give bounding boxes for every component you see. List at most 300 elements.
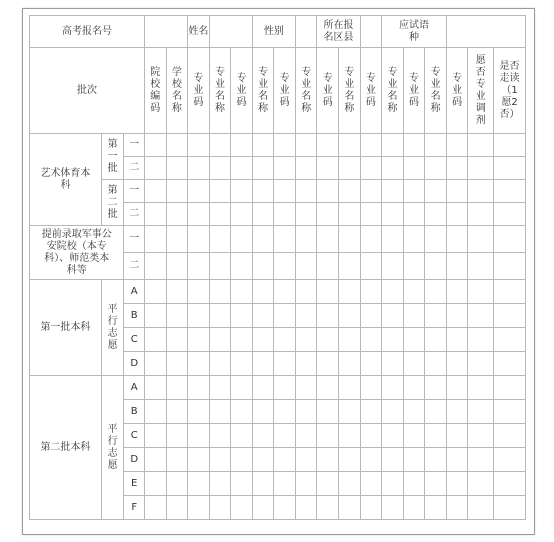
entry-cell[interactable] xyxy=(209,226,231,253)
entry-cell[interactable] xyxy=(360,352,382,376)
entry-cell[interactable] xyxy=(494,400,526,424)
entry-cell[interactable] xyxy=(468,352,494,376)
entry-cell[interactable] xyxy=(468,180,494,203)
entry-cell[interactable] xyxy=(494,376,526,400)
entry-cell[interactable] xyxy=(360,424,382,448)
entry-cell[interactable] xyxy=(360,496,382,520)
entry-cell[interactable] xyxy=(188,157,210,180)
entry-cell[interactable] xyxy=(231,157,253,180)
entry-cell[interactable] xyxy=(425,203,447,226)
entry-cell[interactable] xyxy=(403,448,425,472)
entry-cell[interactable] xyxy=(188,472,210,496)
entry-cell[interactable] xyxy=(317,226,339,253)
entry-cell[interactable] xyxy=(425,157,447,180)
entry-cell[interactable] xyxy=(231,448,253,472)
entry-cell[interactable] xyxy=(231,424,253,448)
entry-cell[interactable] xyxy=(144,424,166,448)
entry-cell[interactable] xyxy=(144,448,166,472)
entry-cell[interactable] xyxy=(188,352,210,376)
entry-cell[interactable] xyxy=(166,472,188,496)
entry-cell[interactable] xyxy=(317,400,339,424)
entry-cell[interactable] xyxy=(360,226,382,253)
entry-cell[interactable] xyxy=(209,253,231,280)
entry-cell[interactable] xyxy=(425,400,447,424)
entry-cell[interactable] xyxy=(295,328,317,352)
entry-cell[interactable] xyxy=(209,180,231,203)
exam-number-input[interactable] xyxy=(144,16,187,48)
entry-cell[interactable] xyxy=(166,424,188,448)
entry-cell[interactable] xyxy=(166,280,188,304)
entry-cell[interactable] xyxy=(188,496,210,520)
entry-cell[interactable] xyxy=(274,400,296,424)
entry-cell[interactable] xyxy=(188,424,210,448)
entry-cell[interactable] xyxy=(188,400,210,424)
entry-cell[interactable] xyxy=(382,157,404,180)
entry-cell[interactable] xyxy=(446,448,468,472)
entry-cell[interactable] xyxy=(252,157,274,180)
entry-cell[interactable] xyxy=(231,472,253,496)
entry-cell[interactable] xyxy=(494,180,526,203)
entry-cell[interactable] xyxy=(360,280,382,304)
art-batch2-label: 第二批 xyxy=(101,180,124,226)
entry-cell[interactable] xyxy=(295,180,317,203)
entry-cell[interactable] xyxy=(209,134,231,157)
entry-cell[interactable] xyxy=(317,496,339,520)
entry-cell[interactable] xyxy=(144,328,166,352)
entry-cell[interactable] xyxy=(252,134,274,157)
entry-cell[interactable] xyxy=(274,352,296,376)
entry-cell[interactable] xyxy=(252,448,274,472)
entry-cell[interactable] xyxy=(425,253,447,280)
entry-cell[interactable] xyxy=(144,472,166,496)
entry-cell[interactable] xyxy=(209,352,231,376)
entry-cell[interactable] xyxy=(252,352,274,376)
entry-cell[interactable] xyxy=(360,253,382,280)
col-header: 专业名称 xyxy=(339,48,361,134)
entry-cell[interactable] xyxy=(403,226,425,253)
entry-cell[interactable] xyxy=(360,134,382,157)
entry-cell[interactable] xyxy=(252,496,274,520)
entry-cell[interactable] xyxy=(166,352,188,376)
entry-cell[interactable] xyxy=(317,134,339,157)
entry-cell[interactable] xyxy=(425,496,447,520)
entry-cell[interactable] xyxy=(144,134,166,157)
entry-cell[interactable] xyxy=(468,226,494,253)
entry-cell[interactable] xyxy=(339,280,361,304)
entry-cell[interactable] xyxy=(494,304,526,328)
entry-cell[interactable] xyxy=(166,328,188,352)
col-header: 专业名称 xyxy=(295,48,317,134)
entry-cell[interactable] xyxy=(339,226,361,253)
entry-cell[interactable] xyxy=(494,424,526,448)
entry-cell[interactable] xyxy=(166,134,188,157)
entry-cell[interactable] xyxy=(209,472,231,496)
entry-cell[interactable] xyxy=(446,180,468,203)
entry-cell[interactable] xyxy=(144,226,166,253)
col-header: 愿否专业调剂 xyxy=(468,48,494,134)
entry-cell[interactable] xyxy=(166,157,188,180)
entry-cell[interactable] xyxy=(188,328,210,352)
entry-cell[interactable] xyxy=(403,472,425,496)
entry-cell[interactable] xyxy=(382,134,404,157)
entry-cell[interactable] xyxy=(231,253,253,280)
entry-cell[interactable] xyxy=(425,472,447,496)
entry-cell[interactable] xyxy=(382,376,404,400)
entry-cell[interactable] xyxy=(274,134,296,157)
entry-cell[interactable] xyxy=(360,328,382,352)
entry-cell[interactable] xyxy=(209,496,231,520)
entry-cell[interactable] xyxy=(446,203,468,226)
entry-cell[interactable] xyxy=(317,328,339,352)
entry-cell[interactable] xyxy=(339,472,361,496)
entry-cell[interactable] xyxy=(446,157,468,180)
row-label: B xyxy=(124,304,145,328)
entry-cell[interactable] xyxy=(274,226,296,253)
entry-cell[interactable] xyxy=(339,304,361,328)
entry-cell[interactable] xyxy=(494,328,526,352)
entry-cell[interactable] xyxy=(382,226,404,253)
entry-cell[interactable] xyxy=(188,203,210,226)
entry-cell[interactable] xyxy=(382,448,404,472)
entry-cell[interactable] xyxy=(231,226,253,253)
entry-cell[interactable] xyxy=(339,352,361,376)
row-label: 二 xyxy=(124,203,145,226)
entry-cell[interactable] xyxy=(274,328,296,352)
col-header: 专业码 xyxy=(317,48,339,134)
entry-cell[interactable] xyxy=(274,424,296,448)
entry-cell[interactable] xyxy=(274,203,296,226)
entry-cell[interactable] xyxy=(252,253,274,280)
second-parallel-label: 平行志愿 xyxy=(101,376,124,520)
entry-cell[interactable] xyxy=(382,328,404,352)
entry-cell[interactable] xyxy=(252,424,274,448)
entry-cell[interactable] xyxy=(339,496,361,520)
entry-cell[interactable] xyxy=(403,496,425,520)
entry-cell[interactable] xyxy=(382,400,404,424)
entry-cell[interactable] xyxy=(317,424,339,448)
entry-cell[interactable] xyxy=(209,448,231,472)
entry-cell[interactable] xyxy=(166,400,188,424)
entry-cell[interactable] xyxy=(382,180,404,203)
entry-cell[interactable] xyxy=(188,304,210,328)
entry-cell[interactable] xyxy=(494,157,526,180)
entry-cell[interactable] xyxy=(446,496,468,520)
entry-cell[interactable] xyxy=(274,180,296,203)
entry-cell[interactable] xyxy=(468,496,494,520)
row-label: 一 xyxy=(124,226,145,253)
entry-cell[interactable] xyxy=(339,253,361,280)
entry-cell[interactable] xyxy=(188,180,210,203)
entry-cell[interactable] xyxy=(317,304,339,328)
entry-cell[interactable] xyxy=(468,472,494,496)
entry-cell[interactable] xyxy=(360,304,382,328)
entry-cell[interactable] xyxy=(446,472,468,496)
entry-cell[interactable] xyxy=(468,304,494,328)
entry-cell[interactable] xyxy=(166,304,188,328)
entry-cell[interactable] xyxy=(339,134,361,157)
entry-cell[interactable] xyxy=(403,157,425,180)
entry-cell[interactable] xyxy=(209,304,231,328)
entry-cell[interactable] xyxy=(425,226,447,253)
entry-cell[interactable] xyxy=(144,253,166,280)
entry-cell[interactable] xyxy=(144,180,166,203)
entry-cell[interactable] xyxy=(339,376,361,400)
entry-cell[interactable] xyxy=(188,448,210,472)
row-label: A xyxy=(124,280,145,304)
entry-cell[interactable] xyxy=(252,280,274,304)
entry-cell[interactable] xyxy=(295,352,317,376)
entry-cell[interactable] xyxy=(468,134,494,157)
entry-cell[interactable] xyxy=(403,400,425,424)
entry-cell[interactable] xyxy=(231,134,253,157)
entry-cell[interactable] xyxy=(494,226,526,253)
entry-cell[interactable] xyxy=(231,304,253,328)
entry-cell[interactable] xyxy=(468,328,494,352)
entry-cell[interactable] xyxy=(446,400,468,424)
entry-cell[interactable] xyxy=(468,157,494,180)
entry-cell[interactable] xyxy=(382,203,404,226)
entry-cell[interactable] xyxy=(360,400,382,424)
entry-cell[interactable] xyxy=(403,253,425,280)
entry-cell[interactable] xyxy=(144,203,166,226)
entry-cell[interactable] xyxy=(274,448,296,472)
entry-cell[interactable] xyxy=(425,352,447,376)
entry-cell[interactable] xyxy=(252,472,274,496)
entry-cell[interactable] xyxy=(317,157,339,180)
entry-cell[interactable] xyxy=(166,226,188,253)
entry-cell[interactable] xyxy=(403,424,425,448)
entry-cell[interactable] xyxy=(188,226,210,253)
entry-cell[interactable] xyxy=(446,424,468,448)
entry-cell[interactable] xyxy=(231,203,253,226)
entry-cell[interactable] xyxy=(425,376,447,400)
entry-cell[interactable] xyxy=(252,203,274,226)
entry-cell[interactable] xyxy=(317,376,339,400)
entry-cell[interactable] xyxy=(494,352,526,376)
entry-cell[interactable] xyxy=(468,203,494,226)
entry-cell[interactable] xyxy=(144,400,166,424)
entry-cell[interactable] xyxy=(403,134,425,157)
entry-cell[interactable] xyxy=(166,203,188,226)
entry-cell[interactable] xyxy=(144,496,166,520)
entry-cell[interactable] xyxy=(494,472,526,496)
entry-cell[interactable] xyxy=(339,157,361,180)
entry-cell[interactable] xyxy=(425,180,447,203)
entry-cell[interactable] xyxy=(339,448,361,472)
entry-cell[interactable] xyxy=(295,203,317,226)
gender-label: 性别 xyxy=(252,16,295,48)
entry-cell[interactable] xyxy=(382,304,404,328)
entry-cell[interactable] xyxy=(468,253,494,280)
row-label: E xyxy=(124,472,145,496)
entry-cell[interactable] xyxy=(494,448,526,472)
entry-cell[interactable] xyxy=(144,280,166,304)
entry-cell[interactable] xyxy=(274,280,296,304)
language-input[interactable] xyxy=(446,16,525,48)
entry-cell[interactable] xyxy=(188,280,210,304)
entry-cell[interactable] xyxy=(360,157,382,180)
entry-cell[interactable] xyxy=(494,253,526,280)
entry-cell[interactable] xyxy=(209,400,231,424)
district-input[interactable] xyxy=(360,16,382,48)
entry-cell[interactable] xyxy=(252,226,274,253)
entry-cell[interactable] xyxy=(468,280,494,304)
row-label: B xyxy=(124,400,145,424)
entry-cell[interactable] xyxy=(360,472,382,496)
entry-cell[interactable] xyxy=(209,280,231,304)
entry-cell[interactable] xyxy=(144,304,166,328)
entry-cell[interactable] xyxy=(209,203,231,226)
entry-cell[interactable] xyxy=(317,280,339,304)
entry-cell[interactable] xyxy=(188,134,210,157)
entry-cell[interactable] xyxy=(494,280,526,304)
entry-cell[interactable] xyxy=(209,328,231,352)
col-header: 专业名称 xyxy=(382,48,404,134)
entry-cell[interactable] xyxy=(339,180,361,203)
name-input[interactable] xyxy=(209,16,252,48)
entry-cell[interactable] xyxy=(231,376,253,400)
entry-cell[interactable] xyxy=(231,352,253,376)
entry-cell[interactable] xyxy=(317,448,339,472)
entry-cell[interactable] xyxy=(295,157,317,180)
row-label: F xyxy=(124,496,145,520)
entry-cell[interactable] xyxy=(403,352,425,376)
entry-cell[interactable] xyxy=(166,496,188,520)
entry-cell[interactable] xyxy=(382,253,404,280)
entry-cell[interactable] xyxy=(317,253,339,280)
entry-cell[interactable] xyxy=(382,352,404,376)
entry-cell[interactable] xyxy=(446,226,468,253)
form-frame xyxy=(22,8,535,535)
entry-cell[interactable] xyxy=(166,376,188,400)
entry-cell[interactable] xyxy=(274,157,296,180)
entry-cell[interactable] xyxy=(144,352,166,376)
entry-cell[interactable] xyxy=(494,203,526,226)
entry-cell[interactable] xyxy=(295,448,317,472)
entry-cell[interactable] xyxy=(252,328,274,352)
entry-cell[interactable] xyxy=(446,304,468,328)
entry-cell[interactable] xyxy=(209,376,231,400)
entry-cell[interactable] xyxy=(382,424,404,448)
entry-cell[interactable] xyxy=(231,280,253,304)
early-section-label: 提前录取军事公安院校（本专科）、师范类本科等 xyxy=(30,226,124,280)
entry-cell[interactable] xyxy=(468,400,494,424)
entry-cell[interactable] xyxy=(295,304,317,328)
entry-cell[interactable] xyxy=(382,472,404,496)
entry-cell[interactable] xyxy=(317,180,339,203)
entry-cell[interactable] xyxy=(468,424,494,448)
entry-cell[interactable] xyxy=(274,304,296,328)
entry-cell[interactable] xyxy=(446,134,468,157)
entry-cell[interactable] xyxy=(339,328,361,352)
entry-cell[interactable] xyxy=(468,376,494,400)
entry-cell[interactable] xyxy=(274,253,296,280)
entry-cell[interactable] xyxy=(446,352,468,376)
entry-cell[interactable] xyxy=(188,253,210,280)
entry-cell[interactable] xyxy=(166,448,188,472)
entry-cell[interactable] xyxy=(317,472,339,496)
entry-cell[interactable] xyxy=(166,180,188,203)
entry-cell[interactable] xyxy=(295,400,317,424)
entry-cell[interactable] xyxy=(339,424,361,448)
table-row xyxy=(30,180,526,203)
entry-cell[interactable] xyxy=(425,424,447,448)
entry-cell[interactable] xyxy=(252,180,274,203)
entry-cell[interactable] xyxy=(209,157,231,180)
entry-cell[interactable] xyxy=(231,496,253,520)
entry-cell[interactable] xyxy=(425,448,447,472)
entry-cell[interactable] xyxy=(494,496,526,520)
entry-cell[interactable] xyxy=(317,352,339,376)
entry-cell[interactable] xyxy=(339,203,361,226)
entry-cell[interactable] xyxy=(295,424,317,448)
entry-cell[interactable] xyxy=(188,376,210,400)
entry-cell[interactable] xyxy=(468,448,494,472)
entry-cell[interactable] xyxy=(360,180,382,203)
entry-cell[interactable] xyxy=(360,376,382,400)
entry-cell[interactable] xyxy=(425,134,447,157)
entry-cell[interactable] xyxy=(403,280,425,304)
entry-cell[interactable] xyxy=(295,226,317,253)
entry-cell[interactable] xyxy=(403,376,425,400)
entry-cell[interactable] xyxy=(274,376,296,400)
entry-cell[interactable] xyxy=(425,304,447,328)
entry-cell[interactable] xyxy=(360,203,382,226)
entry-cell[interactable] xyxy=(446,328,468,352)
entry-cell[interactable] xyxy=(166,253,188,280)
entry-cell[interactable] xyxy=(295,253,317,280)
entry-cell[interactable] xyxy=(339,400,361,424)
entry-cell[interactable] xyxy=(446,253,468,280)
entry-cell[interactable] xyxy=(403,203,425,226)
entry-cell[interactable] xyxy=(231,328,253,352)
entry-cell[interactable] xyxy=(231,180,253,203)
batch-header: 批次 xyxy=(30,48,145,134)
entry-cell[interactable] xyxy=(425,280,447,304)
row-label: 一 xyxy=(124,180,145,203)
entry-cell[interactable] xyxy=(446,376,468,400)
entry-cell[interactable] xyxy=(144,376,166,400)
entry-cell[interactable] xyxy=(274,496,296,520)
entry-cell[interactable] xyxy=(295,496,317,520)
entry-cell[interactable] xyxy=(209,424,231,448)
entry-cell[interactable] xyxy=(382,280,404,304)
gender-input[interactable] xyxy=(295,16,317,48)
entry-cell[interactable] xyxy=(252,304,274,328)
entry-cell[interactable] xyxy=(295,472,317,496)
entry-cell[interactable] xyxy=(274,472,296,496)
entry-cell[interactable] xyxy=(403,304,425,328)
col-header: 专业名称 xyxy=(425,48,447,134)
row-label: D xyxy=(124,352,145,376)
entry-cell[interactable] xyxy=(382,496,404,520)
entry-cell[interactable] xyxy=(403,328,425,352)
entry-cell[interactable] xyxy=(494,134,526,157)
entry-cell[interactable] xyxy=(144,157,166,180)
entry-cell[interactable] xyxy=(252,376,274,400)
entry-cell[interactable] xyxy=(425,328,447,352)
entry-cell[interactable] xyxy=(403,180,425,203)
entry-cell[interactable] xyxy=(295,280,317,304)
entry-cell[interactable] xyxy=(231,400,253,424)
col-header: 专业码 xyxy=(403,48,425,134)
entry-cell[interactable] xyxy=(295,134,317,157)
entry-cell[interactable] xyxy=(295,376,317,400)
entry-cell[interactable] xyxy=(360,448,382,472)
entry-cell[interactable] xyxy=(317,203,339,226)
entry-cell[interactable] xyxy=(446,280,468,304)
entry-cell[interactable] xyxy=(252,400,274,424)
